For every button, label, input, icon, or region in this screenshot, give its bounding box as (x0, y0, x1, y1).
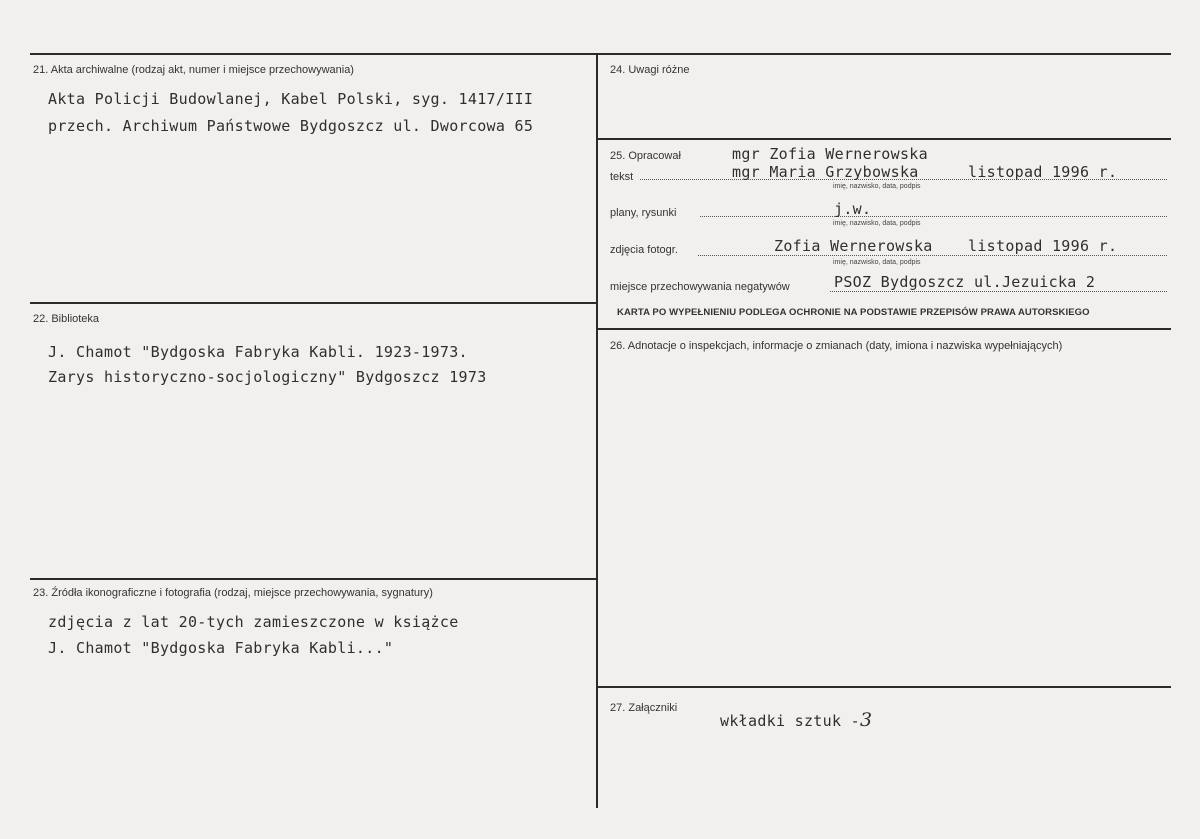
rule-21-22 (30, 302, 597, 304)
column-divider (596, 53, 598, 808)
section-21-line-2: przech. Archiwum Państwowe Bydgoszcz ul. Dworcowa 65 (48, 117, 534, 135)
section-23-line-2: J. Chamot "Bydgoska Fabryka Kabli..." (48, 639, 394, 657)
top-rule (30, 53, 1171, 55)
plany-caption: imię, nazwisko, data, podpis (833, 220, 921, 227)
author-1: mgr Zofia Wernerowska (732, 145, 928, 163)
section-21-label: 21. Akta archiwalne (rodzaj akt, numer i miejsce przechowywania) (33, 64, 354, 76)
tekst-label: tekst (610, 171, 634, 183)
section-22-line-1: J. Chamot "Bydgoska Fabryka Kabli. 1923-1973. (48, 343, 468, 361)
section-22-line-2: Zarys historyczno-socjologiczny" Bydgoszcz 1973 (48, 368, 487, 386)
plany-dotted-line (700, 216, 1167, 217)
rule-22-23 (30, 578, 597, 580)
negatywy-dotted-line (830, 291, 1167, 292)
zdjecia-caption: imię, nazwisko, data, podpis (833, 259, 921, 266)
plany-label: plany, rysunki (610, 207, 677, 219)
section-23-line-1: zdjęcia z lat 20-tych zamieszczone w książce (48, 613, 459, 631)
zdjecia-date: listopad 1996 r. (968, 237, 1118, 255)
section-26-label: 26. Adnotacje o inspekcjach, informacje o zmianach (daty, imiona i nazwiska wypełniających) (610, 340, 1063, 352)
section-22-label: 22. Biblioteka (33, 313, 100, 325)
negatywy-label: miejsce przechowywania negatywów (610, 281, 790, 293)
section-24-label: 24. Uwagi różne (610, 64, 690, 76)
plany-value: j.w. (834, 200, 872, 218)
section-23-label: 23. Źródła ikonograficzne i fotografia (rodzaj, miejsce przechowywania, sygnatury) (33, 587, 433, 599)
zdjecia-name: Zofia Wernerowska (774, 237, 933, 255)
copyright-warning: KARTA PO WYPEŁNIENIU PODLEGA OCHRONIE NA PODSTAWIE PRZEPISÓW PRAWA AUTORSKIEGO (617, 307, 1090, 318)
section-21-line-1: Akta Policji Budowlanej, Kabel Polski, syg. 1417/III (48, 90, 534, 108)
author-2: mgr Maria Grzybowska (732, 163, 919, 181)
attachments-count: 3 (859, 709, 873, 731)
zdjecia-label: zdjęcia fotogr. (610, 244, 678, 256)
rule-26-27 (597, 686, 1171, 688)
tekst-date: listopad 1996 r. (968, 163, 1118, 181)
rule-25-26 (597, 328, 1171, 330)
zdjecia-dotted-line (698, 255, 1167, 256)
section-27-label: 27. Załączniki (610, 702, 678, 714)
negatywy-value: PSOZ Bydgoszcz ul.Jezuicka 2 (834, 273, 1096, 291)
attachments-text: wkładki sztuk - (720, 712, 860, 730)
section-25-label: 25. Opracował (610, 150, 681, 162)
rule-24-25 (597, 138, 1171, 140)
attachments-value (720, 709, 872, 731)
tekst-caption: imię, nazwisko, data, podpis (833, 183, 921, 190)
